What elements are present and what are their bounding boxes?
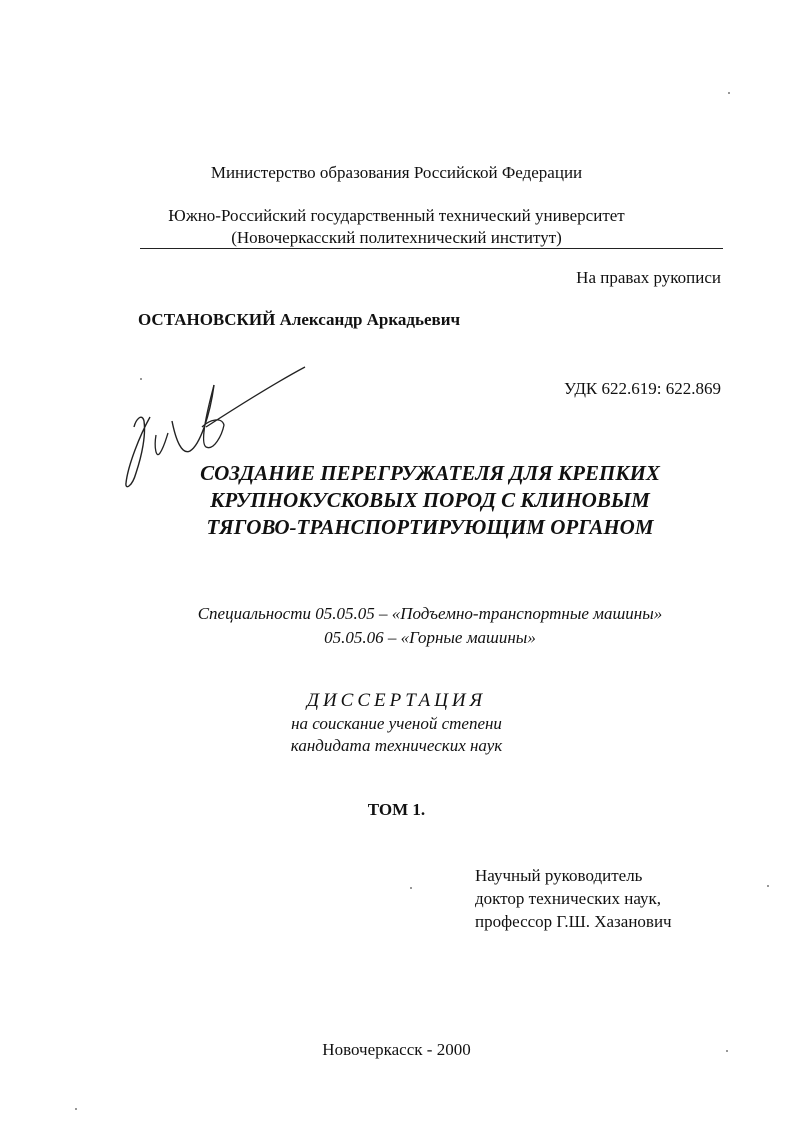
volume-label: ТОМ 1.	[367, 800, 426, 819]
title-line-1: СОЗДАНИЕ ПЕРЕГРУЖАТЕЛЯ ДЛЯ КРЕПКИХ	[200, 461, 660, 485]
scan-speck	[767, 885, 769, 887]
author-name	[138, 310, 460, 330]
header-divider	[140, 248, 723, 249]
title-line-3: ТЯГОВО-ТРАНСПОРТИРУЮЩИМ ОРГАНОМ	[206, 515, 654, 539]
scan-speck	[728, 92, 730, 94]
ministry-line: Министерство образования Российской Федерации	[210, 163, 583, 182]
scan-speck	[726, 1050, 728, 1052]
specialty-line-2: 05.05.06 – «Горные машины»	[324, 628, 536, 647]
degree-line-1: на соискание ученой степени	[291, 714, 502, 733]
author-given-names: Александр Аркадьевич	[279, 310, 461, 329]
university-line: Южно-Российский государственный технический университет	[168, 206, 625, 225]
scan-speck	[140, 378, 142, 380]
manuscript-note: На правах рукописи	[576, 268, 721, 287]
advisor-line-3: профессор Г.Ш. Хазанович	[475, 912, 672, 931]
institute-line: (Новочеркасский политехнический институт)	[231, 228, 562, 247]
document-type-heading: ДИССЕРТАЦИЯ	[306, 690, 487, 711]
scan-speck	[75, 1108, 77, 1110]
specialty-line-1: Специальности 05.05.05 – «Подъемно-транспортные машины»	[197, 604, 663, 623]
advisor-line-2: доктор технических наук,	[475, 889, 662, 908]
scan-speck	[410, 887, 412, 889]
author-surname: ОСТАНОВСКИЙ	[138, 310, 276, 329]
degree-line-2: кандидата технических наук	[290, 736, 503, 755]
advisor-line-1: Научный руководитель	[475, 866, 643, 885]
udc-code: УДК 622.619: 622.869	[564, 379, 721, 398]
city-year: Новочеркасск - 2000	[322, 1040, 471, 1059]
title-line-2: КРУПНОКУСКОВЫХ ПОРОД С КЛИНОВЫМ	[210, 488, 650, 512]
dissertation-title	[160, 460, 700, 541]
